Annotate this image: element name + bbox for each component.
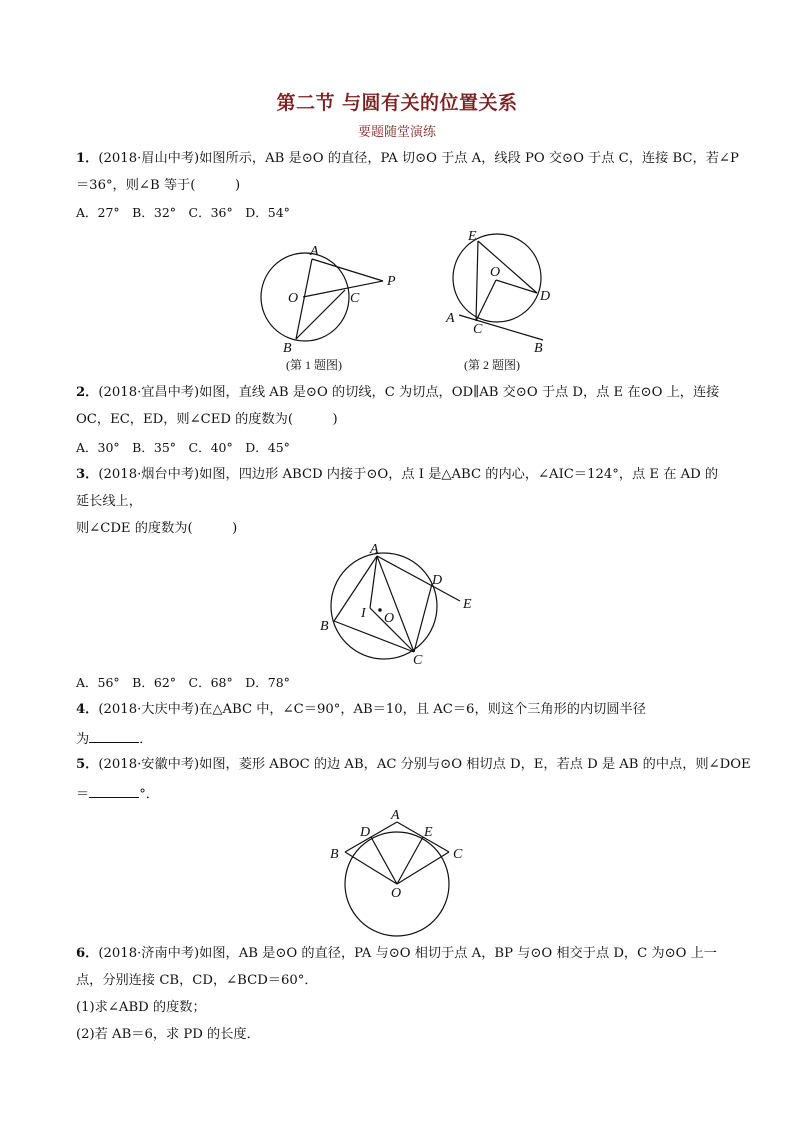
question-6 (76, 945, 717, 963)
section-subtitle: 要题随堂演练 (357, 125, 436, 140)
question-2-line2: OC，EC，ED，则∠CED 的度数为( ) (76, 412, 338, 427)
label-o: O (490, 265, 501, 280)
answer-suffix: ． (139, 732, 153, 747)
answer-prefix: 为 (76, 732, 90, 747)
label-c: C (413, 653, 423, 668)
label-a: A (446, 311, 455, 326)
segment-bo (345, 852, 397, 884)
label-b: B (283, 341, 292, 356)
section-title: 第二节 与圆有关的位置关系 (276, 92, 518, 114)
label-d: D (432, 573, 443, 588)
label-b: B (330, 847, 339, 862)
label-a: A (391, 808, 400, 823)
question-text: (2018·大庆中考)在△ABC 中，∠C＝90°，AB＝10，且 AC＝6，则这个三角形的内切圆半径 (98, 702, 646, 717)
label-o: O (288, 291, 299, 306)
label-d: D (360, 825, 371, 840)
label-p: P (387, 274, 396, 289)
segment-do (371, 837, 397, 884)
label-c: C (453, 847, 463, 862)
label-c: C (473, 322, 483, 337)
figure-2-caption: (第 2 题图) (464, 358, 520, 372)
label-d: D (540, 289, 551, 304)
question-number: 4． (76, 702, 99, 717)
question-6-part1: (1)求∠ABD 的度数； (76, 1000, 206, 1015)
answer-suffix: °． (139, 787, 159, 802)
question-text: (2018·宜昌中考)如图，直线 AB 是⊙O 的切线，C 为切点，OD∥AB 交⊙O 于点 D，点 E 在⊙O 上，连接 (98, 385, 720, 400)
question-text: (2018·济南中考)如图，AB 是⊙O 的直径，PA 与⊙O 相切于点 A，BP 与⊙O 相交于点 D，C 为⊙O 上一 (98, 946, 717, 961)
question-1-options: A．27° B．32° C．36° D．54° (76, 205, 290, 220)
label-o: O (391, 886, 402, 901)
figure-1-caption: (第 1 题图) (286, 358, 342, 372)
label-e: E (424, 825, 433, 840)
label-a: A (310, 244, 319, 259)
label-o: O (384, 611, 395, 626)
question-number: 3． (76, 467, 99, 482)
question-text: (2018·烟台中考)如图，四边形 ABCD 内接于⊙O，点 I 是△ABC 的内心，∠AIC＝124°，点 E 在 AD 的 (98, 467, 719, 482)
question-text: (2018·眉山中考)如图所示，AB 是⊙O 的直径，PA 切⊙O 于点 A，线段 PO 交⊙O 于点 C，连接 BC，若∠P (98, 151, 739, 166)
question-number: 5． (76, 757, 99, 772)
question-number: 2． (76, 385, 99, 400)
question-3-options: A．56° B．62° C．68° D．78° (76, 675, 290, 690)
question-2-options: A．30° B．35° C．40° D．45° (76, 440, 290, 455)
label-b: B (320, 619, 329, 634)
question-text: (2018·安徽中考)如图，菱形 ABOC 的边 AB，AC 分别与⊙O 相切点 D，E，若点 D 是 AB 的中点，则∠DOE (98, 757, 751, 772)
segment-co (397, 852, 449, 884)
label-b: B (534, 341, 543, 356)
label-e: E (468, 229, 477, 244)
question-number: 1． (76, 151, 99, 166)
question-6-part2: (2)若 AB＝6，求 PD 的长度． (76, 1027, 260, 1042)
question-1-line2: ＝36°，则∠B 等于( ) (76, 178, 241, 193)
question-3-line3: 则∠CDE 的度数为( ) (76, 521, 238, 536)
label-i: I (361, 606, 366, 621)
question-3-line2: 延长线上， (76, 494, 142, 509)
label-e: E (463, 597, 472, 612)
question-number: 6． (76, 946, 99, 961)
label-c: C (350, 291, 360, 306)
answer-prefix: ＝ (76, 787, 90, 802)
question-6-line2: 点，分别连接 CB，CD，∠BCD＝60°． (76, 973, 318, 988)
segment-eo (397, 837, 423, 884)
label-a: A (370, 542, 379, 557)
